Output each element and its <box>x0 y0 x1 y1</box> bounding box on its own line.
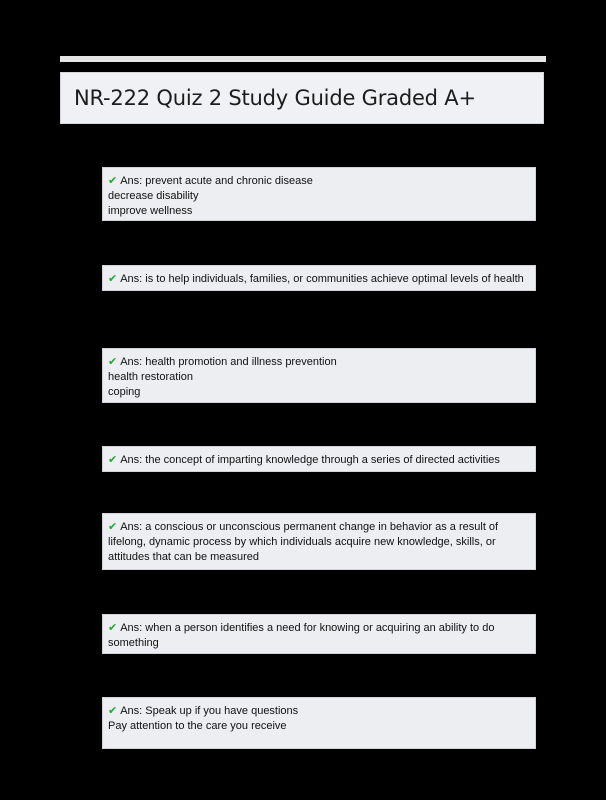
answer-line: coping <box>108 386 141 398</box>
answer-line: Pay attention to the care you receive <box>108 720 287 732</box>
answer-line: improve wellness <box>108 205 193 217</box>
answer-line: health restoration <box>108 371 193 383</box>
answer-line <box>108 620 530 651</box>
answer-box-3 <box>102 348 536 403</box>
page-title: NR-222 Quiz 2 Study Guide Graded A+ <box>74 86 476 110</box>
answer-line <box>108 703 530 719</box>
answer-box-4 <box>102 446 536 472</box>
header-rule <box>60 56 546 62</box>
check-icon: ✔ <box>108 520 118 533</box>
answer-box-5 <box>102 513 536 570</box>
answer-box-1 <box>102 167 536 221</box>
answer-box-7 <box>102 697 536 749</box>
answer-line <box>108 173 530 189</box>
answer-line <box>108 452 530 468</box>
answer-text: Ans: the concept of imparting knowledge through a series of directed activities <box>120 454 500 466</box>
answer-text: Ans: is to help individuals, families, or communities achieve optimal levels of health <box>120 273 524 285</box>
check-icon: ✔ <box>108 453 118 466</box>
answer-text: Ans: Speak up if you have questions <box>120 705 299 717</box>
answer-text: Ans: when a person identifies a need for knowing or acquiring an ability to do something <box>108 622 495 649</box>
check-icon: ✔ <box>108 621 118 634</box>
answer-line <box>108 354 530 370</box>
title-box <box>60 72 544 124</box>
answer-text: Ans: prevent acute and chronic disease <box>120 175 313 187</box>
check-icon: ✔ <box>108 355 118 368</box>
check-icon: ✔ <box>108 174 118 187</box>
answer-line <box>108 271 530 287</box>
check-icon: ✔ <box>108 704 118 717</box>
answer-box-6 <box>102 614 536 654</box>
answer-line: decrease disability <box>108 190 199 202</box>
answer-line <box>108 519 530 565</box>
check-icon: ✔ <box>108 272 118 285</box>
answer-box-2 <box>102 265 536 291</box>
answer-text: Ans: health promotion and illness prevention <box>120 356 337 368</box>
answer-text: Ans: a conscious or unconscious permanent change in behavior as a result of lifelong, dynamic process by which individuals acquire new knowledge, skills, or attitudes that can be measured <box>108 521 499 563</box>
